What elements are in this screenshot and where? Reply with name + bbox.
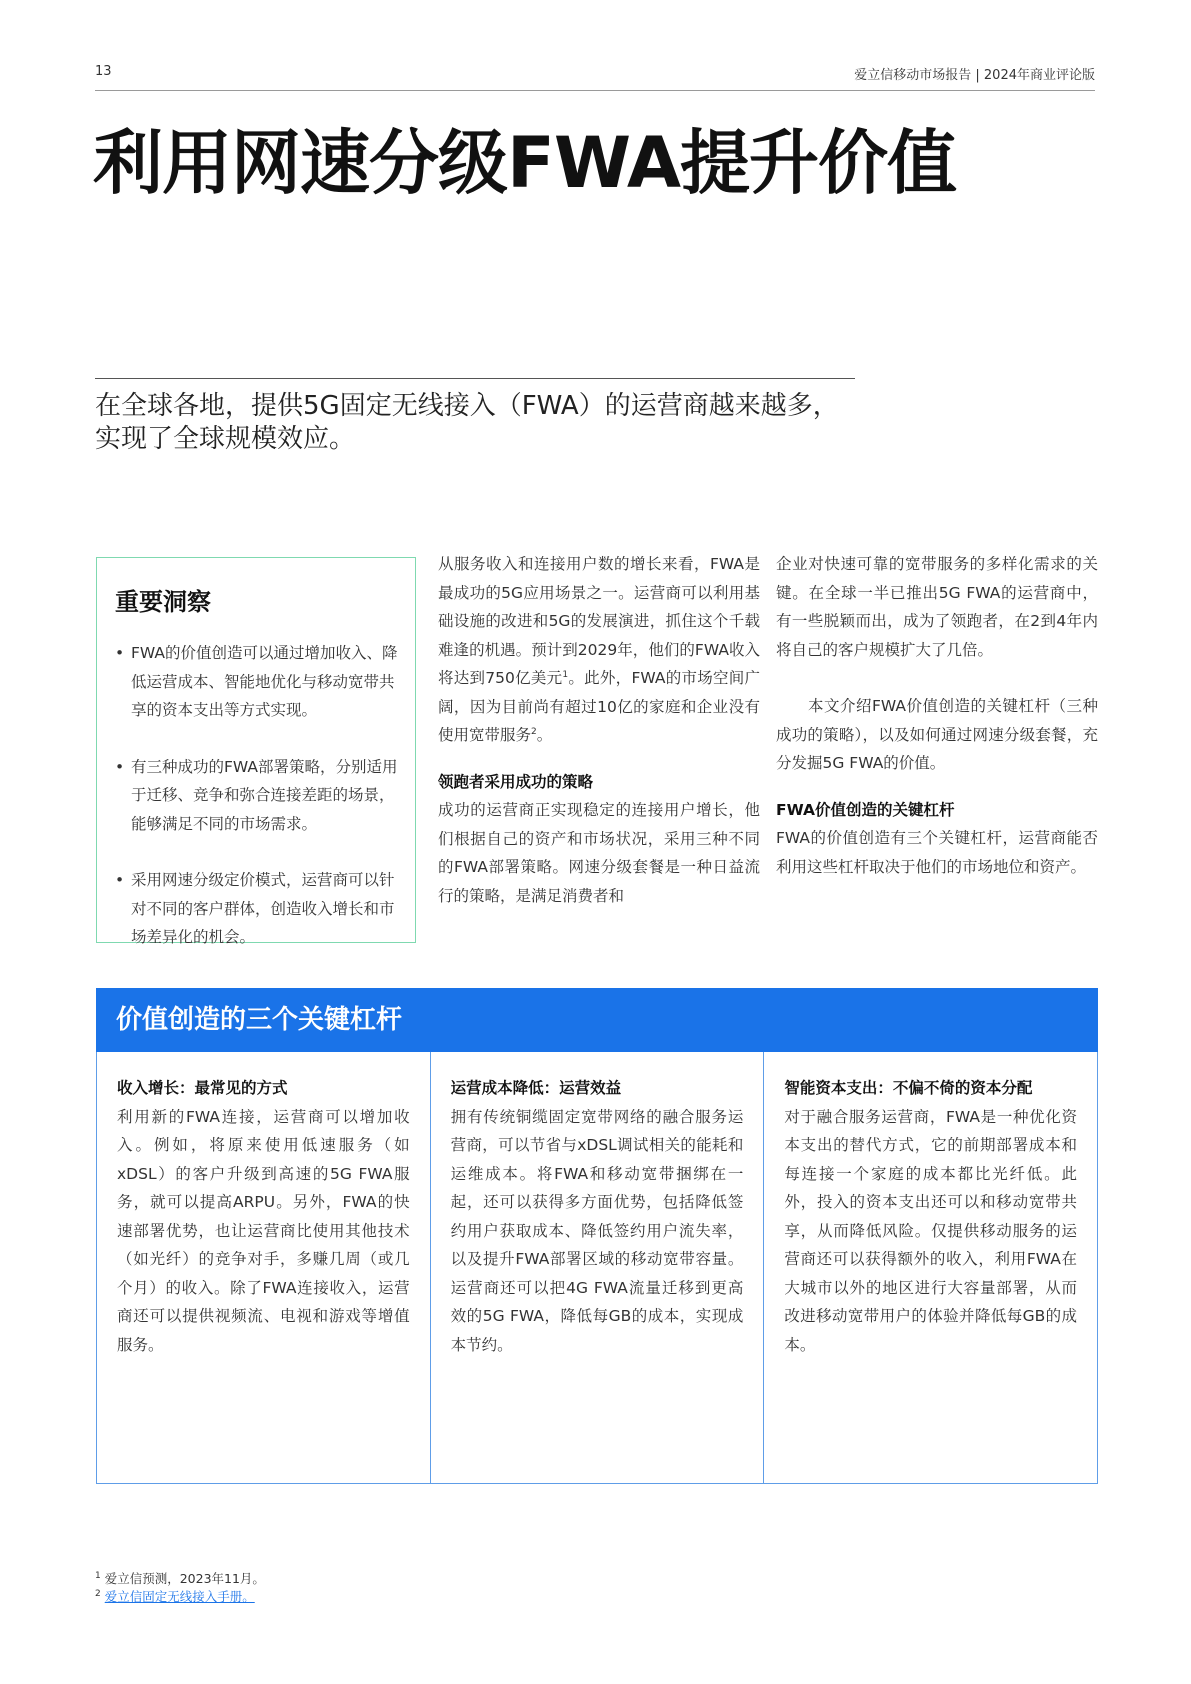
lever-body-revenue: 利用新的FWA连接，运营商可以增加收入。例如，将原来使用低速服务（如xDSL）的客户升级到高速的5G FWA服务，就可以提高ARPU。另外，FWA的快速部署优势，也让运营商比使用其他技术（如光纤）的竞争对手，多赚几周（或几个月）的收入。除了FWA连接收入，运营商还可以提供视频流、电视和游戏等增值服务。 bbox=[117, 1107, 410, 1354]
col3-paragraph-1: 企业对快速可靠的宽带服务的多样化需求的关键。在全球一半已推出5G FWA的运营商中，有一些脱颖而出，成为了领跑者，在2到4年内将自己的客户规模扩大了几倍。 bbox=[776, 555, 1098, 659]
lever-column-revenue bbox=[97, 1052, 430, 1483]
lever-body-capex: 对于融合服务运营商，FWA是一种优化资本支出的替代方式，它的前期部署成本和每连接一个家庭的成本都比光纤低。此外，投入的资本支出还可以和移动宽带共享，从而降低风险。仅提供移动服务的运营商还可以获得额外的收入，利用FWA在大城市以外的地区进行大容量部署，从而改进移动宽带用户的体验并降低每GB的成本。 bbox=[784, 1107, 1078, 1354]
footnote-2: $^2$ 爱立信固定无线接入手册。 bbox=[95, 1588, 255, 1604]
lever-heading-opex: 运营成本降低：运营效益 bbox=[450, 1079, 622, 1097]
fwa-handbook-link[interactable]: 爱立信固定无线接入手册。 bbox=[104, 1589, 255, 1604]
levers-title: 价值创造的三个关键杠杆 bbox=[116, 1005, 403, 1035]
lead-divider bbox=[95, 378, 855, 379]
lever-body-opex: 拥有传统铜缆固定宽带网络的融合服务运营商，可以节省与xDSL调试相关的能耗和运维成本。将FWA和移动宽带捆绑在一起，还可以获得多方面优势，包括降低签约用户获取成本、降低签约用户流失率，以及提升FWA部署区域的移动宽带容量。运营商还可以把4G FWA流量迁移到更高效的5G FWA，降低每GB的成本，实现成本节约。 bbox=[450, 1107, 744, 1354]
lead-paragraph bbox=[95, 390, 875, 456]
report-title: 爱立信移动市场报告 | 2024年商业评论版 bbox=[854, 68, 1095, 83]
footnote-ref-2: 2 bbox=[531, 726, 537, 737]
page-number: 13 bbox=[95, 64, 112, 79]
insight-item-1: • FWA的价值创造可以通过增加收入、降低运营成本、智能地优化与移动宽带共享的资本支出等方式实现。 bbox=[115, 639, 401, 725]
page-title: 利用网速分级FWA提升价值 bbox=[93, 122, 957, 204]
footnotes bbox=[95, 1570, 265, 1606]
insight-item-2: • 有三种成功的FWA部署策略，分别适用于迁移、竞争和弥合连接差距的场景，能够满足不同的市场需求。 bbox=[115, 753, 401, 839]
levers-grid bbox=[96, 1052, 1098, 1484]
footnote-ref-1: 1 bbox=[562, 669, 569, 680]
col2-paragraph-1: 从服务收入和连接用户数的增长来看，FWA是最成功的5G应用场景之一。运营商可以利用基础设施的改进和5G的发展演进，抓住这个千载难逢的机遇。预计到2029年，他们的FWA收入将达到750亿美元$^1$。此外，FWA的市场空间广阔，因为目前尚有超过10亿的家庭和企业没有使用宽带服务$^2$。 bbox=[438, 555, 760, 744]
key-insights-title: 重要洞察 bbox=[115, 588, 211, 616]
col2-subheading: 领跑者采用成功的策略 bbox=[438, 772, 594, 791]
lead-line-1: 在全球各地，提供5G固定无线接入（FWA）的运营商越来越多， bbox=[95, 391, 839, 421]
footnote-1: $^1$ 爱立信预测，2023年11月。 bbox=[95, 1570, 265, 1586]
lever-heading-revenue: 收入增长：最常见的方式 bbox=[117, 1079, 288, 1097]
col3-paragraph-2: 本文介绍FWA价值创造的关键杠杆（三种成功的策略），以及如何通过网速分级套餐，充分发掘5G FWA的价值。 bbox=[776, 697, 1098, 772]
col2-paragraph-2: 成功的运营商正实现稳定的连接用户增长，他们根据自己的资产和市场状况，采用三种不同的FWA部署策略。网速分级套餐是一种日益流行的策略，是满足消费者和 bbox=[438, 801, 760, 905]
lever-column-capex bbox=[763, 1052, 1097, 1483]
lever-heading-capex: 智能资本支出：不偏不倚的资本分配 bbox=[784, 1079, 1033, 1097]
lever-column-opex bbox=[430, 1052, 764, 1483]
body-column-2 bbox=[438, 550, 760, 910]
key-insights-box bbox=[96, 557, 416, 946]
body-column-3 bbox=[776, 550, 1098, 881]
lead-line-2: 实现了全球规模效应。 bbox=[95, 424, 356, 454]
key-insights-list bbox=[115, 639, 401, 952]
insight-item-3: • 采用网速分级定价模式，运营商可以针对不同的客户群体，创造收入增长和市场差异化的机会。 bbox=[115, 866, 401, 952]
header-divider bbox=[95, 90, 1095, 91]
col3-paragraph-3: FWA的价值创造有三个关键杠杆，运营商能否利用这些杠杆取决于他们的市场地位和资产。 bbox=[776, 829, 1098, 876]
col3-subheading: FWA价值创造的关键杠杆 bbox=[776, 800, 955, 819]
levers-banner bbox=[96, 988, 1098, 1052]
